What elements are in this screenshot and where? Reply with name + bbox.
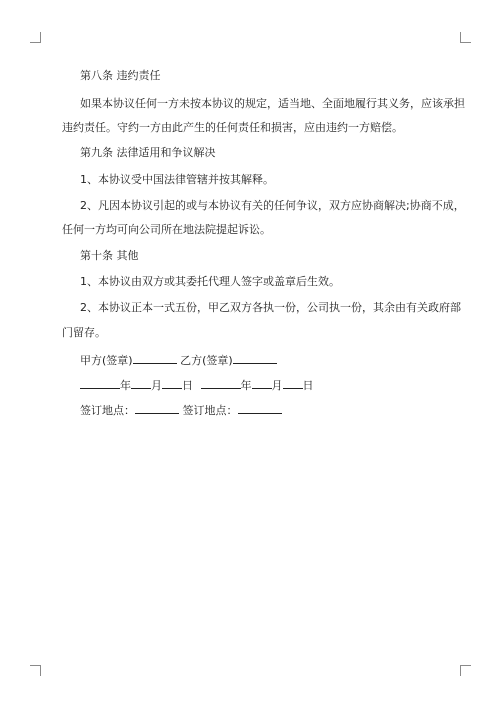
article9-heading: 第九条 法律适用和争议解决 xyxy=(80,146,216,159)
party-a-year-label: 年 xyxy=(120,379,131,392)
party-b-day-label: 日 xyxy=(302,379,314,392)
article8-paragraph-line1: 如果本协议任何一方未按本协议的规定，适当地、全面地履行其义务，应该承担 xyxy=(80,97,465,110)
party-b-place-blank xyxy=(238,402,282,414)
party-a-day-label: 日 xyxy=(182,379,193,392)
article9-item1: 1、本协议受中国法律管辖并按其解释。 xyxy=(80,173,274,186)
party-a-place-blank xyxy=(135,402,179,414)
crop-mark-top-right xyxy=(460,32,471,43)
crop-mark-top-left xyxy=(30,32,41,43)
signing-place-row xyxy=(80,402,282,418)
party-b-year-blank xyxy=(201,377,241,389)
party-a-label: 甲方(签章) xyxy=(80,354,133,367)
party-a-day-blank xyxy=(162,377,182,389)
party-a-month-label: 月 xyxy=(151,379,162,392)
article8-paragraph-line2: 违约责任。守约一方由此产生的任何责任和损害，应由违约一方赔偿。 xyxy=(62,121,403,134)
crop-mark-bottom-right xyxy=(460,665,471,676)
party-a-signature-blank xyxy=(133,352,177,364)
party-b-signature-blank xyxy=(233,352,277,364)
article8-heading: 第八条 违约责任 xyxy=(80,69,161,82)
party-b-label: 乙方(签章) xyxy=(180,354,233,367)
article9-item2-line2: 任何一方均可向公司所在地法院提起诉讼。 xyxy=(62,223,271,236)
party-b-place-label: 签订地点： xyxy=(182,404,238,417)
party-b-month-label: 月 xyxy=(271,379,283,392)
article9-item2-line1: 2、凡因本协议引起的或与本协议有关的任何争议，双方应协商解决;协商不成， xyxy=(80,199,465,212)
crop-mark-bottom-left xyxy=(30,665,41,676)
article10-item1: 1、本协议由双方或其委托代理人签字或盖章后生效。 xyxy=(80,275,340,288)
article10-heading: 第十条 其他 xyxy=(80,249,139,262)
party-a-month-blank xyxy=(131,377,151,389)
article10-item2-line2: 门留存。 xyxy=(62,326,106,339)
signature-parties-row xyxy=(80,352,277,368)
signature-date-row xyxy=(80,377,314,393)
party-b-month-blank xyxy=(252,377,272,389)
party-a-year-blank xyxy=(80,377,120,389)
party-b-day-blank xyxy=(283,377,303,389)
article10-item2-line1: 2、本协议正本一式五份，甲乙双方各执一份，公司执一份，其余由有关政府部 xyxy=(80,301,461,314)
party-a-place-label: 签订地点： xyxy=(80,404,135,417)
party-b-year-label: 年 xyxy=(240,379,252,392)
